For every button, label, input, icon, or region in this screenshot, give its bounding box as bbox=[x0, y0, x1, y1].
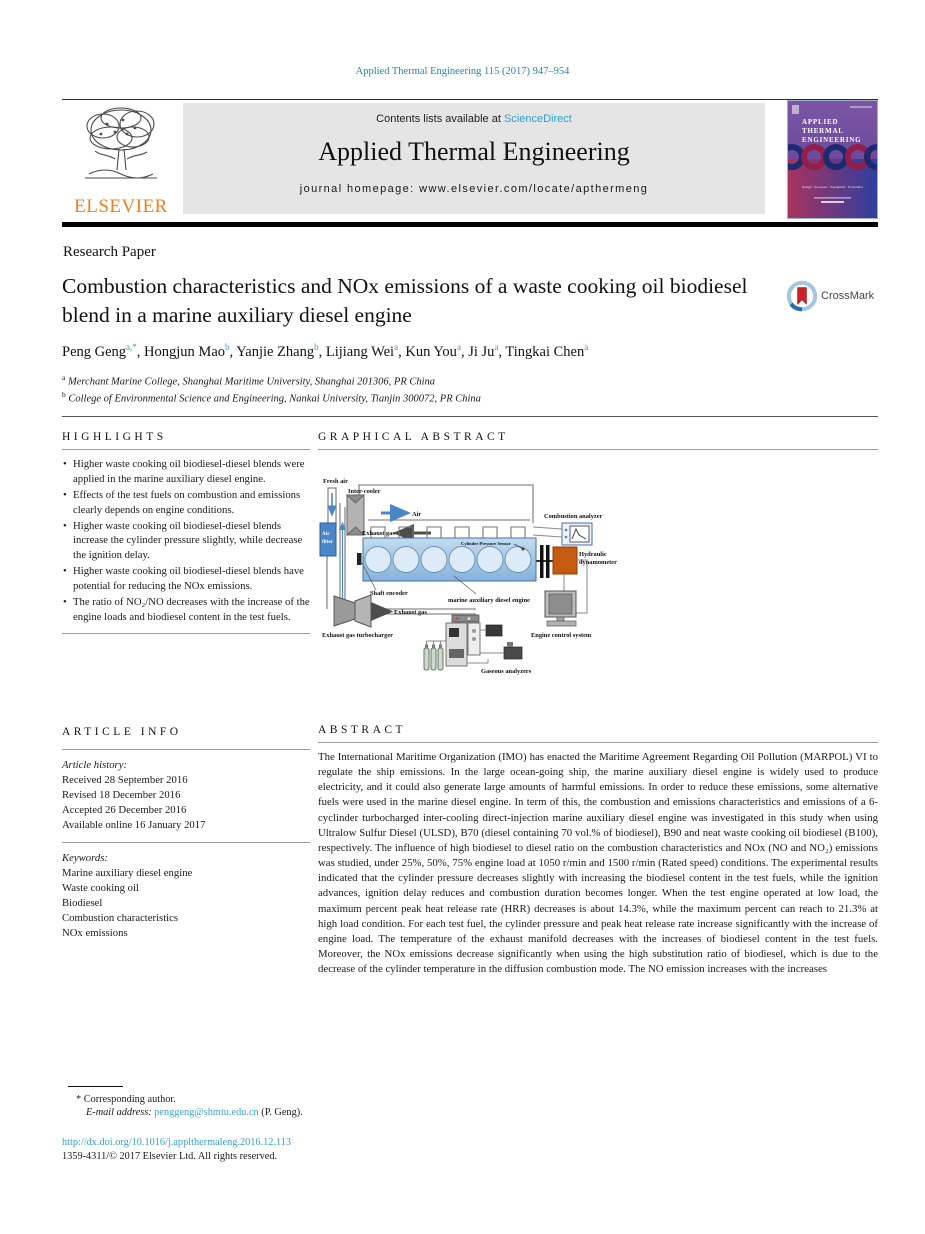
email-link[interactable]: penggeng@shmtu.edu.cn bbox=[154, 1107, 259, 1119]
affiliation-line: $^a$ Merchant Marine College, Shanghai Maritime University, Shanghai 201306, PR China bbox=[62, 373, 436, 388]
graphical-abstract-heading: GRAPHICAL ABSTRACT bbox=[318, 431, 509, 443]
article-info-section bbox=[62, 724, 310, 941]
combustion-analyzer-box bbox=[533, 523, 592, 545]
ga-label-engine: marine auxiliary diesel engine bbox=[448, 597, 530, 604]
journal-cover-thumbnail[interactable] bbox=[787, 100, 878, 219]
author-name: Hongjun Mao bbox=[144, 343, 226, 360]
cover-title-line1: APPLIED bbox=[802, 118, 839, 126]
author-name: Lijiang Wei bbox=[325, 343, 395, 360]
ga-label-exhaust-bottom: Exhaust gas bbox=[394, 609, 427, 616]
analyzer-instruments bbox=[446, 615, 522, 666]
abstract-text: The International Maritime Organization (IMO) has enacted the Maritime Agreement Regarding Oil Pollution (MARPOL) VI to regulate the ship emissions. In the large ocean-going ship, the marine auxiliary diesel engine is widely used to produce electricity, and it could also generate large amounts of harmful emissions. In order to reduce these emissions, some alternative fuels were used in the marine diesel engine. In term of this, the combustion and emissions characteristics and emissions of a 6-cyclinder turbocharged inter-cooling direct-injection marine auxiliary diesel engine was investigated in this study when using Ultralow Sulfur Diesel (ULSD), B70 (diesel containing 70 vol.% of biodiesel), B90 and neat waste cooking oil biodiesel (B100), respectively. The influence of high biodiesel to diesel ratio on the combustion characteristics and NOx (NO and NO₂) emissions was studied, under 25%, 50%, 75% engine load at 1050 r/min and 1500 r/min (Rated speed) conditions. The experimental results indicated that the cylinder pressure decreases slightly with increasing the biodiesel content in the test fuels, while the ignition advances, ignition delay reduces and combustion duration becomes longer. When the test engine operated at low load, the maximum percent peak heat release rate (HRR) decreases is about 14.3%, while the maximum percent can reach to 21.3% at high load condition. For each test fuel, the cylinder pressure and peak heat release rate increase significantly with the increase of engine load. The temperature of the exhaust manifold decreases with the increases of biodiesel content in the test fuels. Moreover, the NOx emissions decrease significantly when using the high substitution ratio of biodiesel, which is due to the decrease of the cylinder temperature in the diffusion combustion mode. The NO emission increases with the increases bbox=[318, 751, 878, 976]
journal-header-band bbox=[183, 103, 765, 214]
keyword-line: Combustion characteristics bbox=[62, 911, 179, 924]
control-system-monitor bbox=[545, 591, 576, 626]
journal-citation-link[interactable]: Applied Thermal Engineering 115 (2017) 947–954 bbox=[355, 66, 570, 77]
intercooler-shape bbox=[347, 495, 364, 535]
ga-label-combustion-analyzer: Combustion analyzer bbox=[544, 513, 603, 520]
keyword-line: Marine auxiliary diesel engine bbox=[62, 867, 193, 879]
keyword-line: Waste cooking oil bbox=[62, 881, 139, 894]
author-name: Kun You bbox=[405, 343, 457, 360]
crossmark-badge[interactable] bbox=[786, 280, 881, 314]
ga-label-intercooler: Inter-cooler bbox=[348, 488, 381, 495]
cover-title-line2: THERMAL bbox=[802, 127, 844, 135]
author-name: Ji Ju bbox=[468, 343, 495, 360]
author-superscript[interactable]: a bbox=[394, 342, 399, 352]
corresponding-author-note: * Corresponding author. bbox=[76, 1094, 176, 1105]
crossmark-icon bbox=[786, 280, 818, 312]
journal-title: Applied Thermal Engineering bbox=[318, 137, 630, 166]
author-superscript[interactable]: a,* bbox=[126, 342, 137, 352]
history-line: Revised 18 December 2016 bbox=[62, 789, 181, 802]
keywords-label: Keywords: bbox=[62, 852, 108, 865]
email-label: E-mail address: bbox=[86, 1107, 152, 1119]
crossmark-label: CrossMark bbox=[821, 290, 875, 302]
footnote-rule bbox=[68, 1086, 123, 1087]
copyright-line: 1359-4311/© 2017 Elsevier Ltd. All rights reserved. bbox=[62, 1150, 278, 1162]
header-divider-bar bbox=[62, 222, 878, 227]
ga-label-air-filter-2: filter bbox=[322, 539, 333, 545]
highlight-item: • Higher waste cooking oil biodiesel-diesel blends increase the cylinder pressure slightly, while decrease the ignition delay. bbox=[62, 519, 310, 564]
ga-label-hydraulic: Hydraulic bbox=[579, 551, 607, 558]
cover-title-line3: ENGINEERING bbox=[802, 136, 862, 144]
highlight-item: • Higher waste cooking oil biodiesel-diesel blends were applied in the marine auxiliary diesel engine. bbox=[62, 457, 310, 487]
highlight-item: • The ratio of NO₂/NO decreases with the increase of the engine loads and biodiesel content in the test fuels. bbox=[62, 595, 310, 625]
author-superscript[interactable]: b bbox=[225, 342, 230, 352]
history-line: Received 28 September 2016 bbox=[62, 774, 188, 787]
top-rule bbox=[62, 99, 878, 100]
contents-line: Contents lists available at ScienceDirect bbox=[376, 113, 572, 125]
elsevier-wordmark: ELSEVIER bbox=[74, 196, 168, 217]
abstract-heading: ABSTRACT bbox=[318, 724, 407, 736]
affiliations bbox=[62, 373, 762, 406]
section-divider bbox=[62, 416, 878, 417]
coupling-flange bbox=[540, 545, 544, 578]
turbocharger-shape bbox=[334, 595, 371, 627]
authors-line: Peng Geng$^{a,*}$, Hongjun Mao$^b$, Yanjie Zhang$^b$, Lijiang Wei$^a$, Kun You$^a$, Ji Ju$^a$, Tingkai Chen$^a$ bbox=[62, 342, 589, 360]
cover-tagline: Design · Processes · Equipment · Economics bbox=[801, 185, 864, 189]
ga-label-exhaust-top: Exhaust gas bbox=[362, 530, 395, 537]
highlight-item: • Higher waste cooking oil biodiesel-diesel blends have potential for reducing the NOx emissions. bbox=[62, 564, 310, 594]
elsevier-logo[interactable] bbox=[62, 104, 180, 216]
author-superscript[interactable]: b bbox=[314, 342, 319, 352]
history-line: Available online 16 January 2017 bbox=[62, 819, 206, 832]
sciencedirect-link[interactable]: ScienceDirect bbox=[503, 113, 572, 125]
ga-label-air-filter-1: Air bbox=[322, 531, 330, 537]
gas-bottles bbox=[424, 633, 446, 670]
keyword-line: NOx emissions bbox=[62, 926, 128, 939]
ga-label-gaseous-analyzers: Gaseous analyzers bbox=[481, 668, 532, 675]
abstract-section bbox=[318, 724, 878, 977]
hydraulic-dynamometer-box bbox=[553, 547, 577, 574]
highlight-item: • Effects of the test fuels on combustion and emissions clearly depends on engine conditions. bbox=[62, 488, 310, 518]
paper-title: Combustion characteristics and NOx emissions of a waste cooking oil biodiesel blend in a marine auxiliary diesel engine bbox=[62, 274, 748, 328]
author-superscript[interactable]: a bbox=[456, 342, 461, 352]
author-name: Yanjie Zhang bbox=[236, 343, 315, 360]
ga-label-fresh-air: Fresh air bbox=[323, 478, 348, 485]
ga-label-cylinder-pressure-sensor: Cylinder Pressure Sensor bbox=[461, 541, 511, 546]
pressure-sensor-dot bbox=[522, 548, 525, 551]
graphical-abstract-section bbox=[318, 431, 878, 690]
shaft-encoder-shape bbox=[357, 553, 362, 565]
affiliation-line: $^b$ College of Environmental Science and Engineering, Nankai University, Tianjin 300072, PR China bbox=[62, 389, 481, 405]
author-superscript[interactable]: a bbox=[584, 342, 589, 352]
doi-link[interactable]: http://dx.doi.org/10.1016/j.applthermaleng.2016.12.113 bbox=[62, 1137, 292, 1148]
email-suffix: (P. Geng). bbox=[261, 1107, 303, 1119]
graphical-abstract-figure bbox=[318, 463, 778, 685]
author-name: Peng Geng bbox=[62, 343, 127, 360]
article-history-label: Article history: bbox=[62, 759, 128, 772]
journal-cover-art bbox=[788, 101, 877, 218]
ga-label-shaft-encoder: Shaft encoder bbox=[370, 590, 408, 597]
doi-block bbox=[62, 1136, 291, 1164]
highlights-section bbox=[62, 431, 310, 641]
article-type-label: Research Paper bbox=[63, 244, 156, 260]
journal-homepage-link[interactable]: journal homepage: www.elsevier.com/locate/apthermeng bbox=[299, 183, 649, 195]
history-line: Accepted 26 December 2016 bbox=[62, 804, 187, 817]
elsevier-tree-icon bbox=[67, 104, 175, 190]
highlights-list bbox=[62, 457, 310, 625]
ga-label-control-system: Engine control system bbox=[531, 632, 592, 639]
author-name: Tingkai Chen bbox=[505, 343, 585, 360]
article-info-heading: ARTICLE INFO bbox=[62, 726, 182, 738]
ga-label-turbocharger: Exhaust gas turbocharger bbox=[322, 632, 394, 639]
ga-label-air: Air bbox=[412, 511, 422, 518]
ga-label-dynamometer: dynamometer bbox=[579, 559, 617, 566]
footnote-block bbox=[62, 1086, 482, 1120]
highlights-heading: HIGHLIGHTS bbox=[62, 431, 167, 443]
author-superscript[interactable]: a bbox=[494, 342, 499, 352]
keyword-line: Biodiesel bbox=[62, 896, 103, 909]
